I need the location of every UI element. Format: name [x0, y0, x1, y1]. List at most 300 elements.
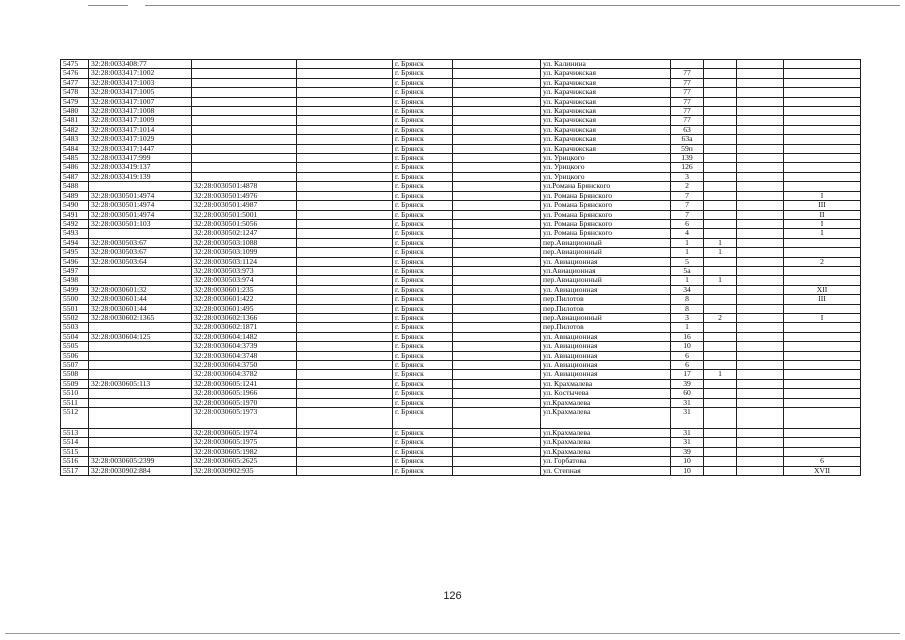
cell-building — [704, 135, 737, 144]
cell-extra-2 — [453, 361, 541, 370]
cell-parcel-number — [192, 163, 297, 172]
cell-cadastral-number: 32:28:0030501:103 — [89, 219, 192, 228]
cell-parcel-number: 32:28:0030601:422 — [192, 295, 297, 304]
cell-cadastral-number: 32:28:0033408:77 — [89, 60, 192, 69]
cell-apartment: III — [784, 295, 861, 304]
cell-house-number: 126 — [671, 163, 704, 172]
cell-apartment — [784, 379, 861, 388]
cell-row-number: 5504 — [61, 332, 89, 341]
cell-building: 2 — [704, 313, 737, 322]
cell-row-number: 5510 — [61, 389, 89, 398]
cell-row-number: 5485 — [61, 154, 89, 163]
cell-apartment — [784, 116, 861, 125]
cell-city: г. Брянск — [393, 116, 453, 125]
scan-bottom-rule — [5, 633, 900, 634]
table-row — [61, 351, 861, 360]
cell-extra-2 — [453, 466, 541, 475]
cell-house-number: 16 — [671, 332, 704, 341]
table-row — [61, 285, 861, 294]
cell-city: г. Брянск — [393, 466, 453, 475]
cell-letter — [737, 248, 784, 257]
cell-row-number: 5479 — [61, 97, 89, 106]
cell-extra — [297, 257, 393, 266]
cell-row-number: 5480 — [61, 107, 89, 116]
cell-parcel-number: 32:28:0030503:1088 — [192, 238, 297, 247]
cell-letter — [737, 88, 784, 97]
cell-apartment — [784, 304, 861, 313]
cell-house-number — [671, 60, 704, 69]
cell-letter — [737, 295, 784, 304]
cell-extra-2 — [453, 97, 541, 106]
cell-parcel-number: 32:28:0030602:1871 — [192, 323, 297, 332]
table-row — [61, 257, 861, 266]
cell-extra-2 — [453, 144, 541, 153]
cell-apartment — [784, 361, 861, 370]
table-row — [61, 107, 861, 116]
cell-cadastral-number — [89, 408, 192, 429]
cell-house-number: 8 — [671, 304, 704, 313]
table-row — [61, 466, 861, 475]
cell-cadastral-number — [89, 342, 192, 351]
cell-extra — [297, 88, 393, 97]
cell-parcel-number: 32:28:0030604:3748 — [192, 351, 297, 360]
cell-parcel-number: 32:28:0030501:4987 — [192, 201, 297, 210]
cell-city: г. Брянск — [393, 447, 453, 456]
cell-extra-2 — [453, 276, 541, 285]
table-row — [61, 266, 861, 275]
cell-extra-2 — [453, 351, 541, 360]
cell-extra — [297, 219, 393, 228]
cell-letter — [737, 351, 784, 360]
cell-letter — [737, 135, 784, 144]
cell-cadastral-number: 32:28:0033419:139 — [89, 172, 192, 181]
cell-apartment: I — [784, 191, 861, 200]
cell-city: г. Брянск — [393, 144, 453, 153]
cell-house-number: 60 — [671, 389, 704, 398]
cell-building: 1 — [704, 370, 737, 379]
cell-street: ул. Урицкого — [541, 163, 671, 172]
page-number: 126 — [443, 590, 462, 602]
cell-building: 1 — [704, 248, 737, 257]
cell-row-number: 5496 — [61, 257, 89, 266]
cell-parcel-number — [192, 88, 297, 97]
cell-extra — [297, 332, 393, 341]
cell-extra-2 — [453, 370, 541, 379]
table-row — [61, 438, 861, 447]
cell-street: ул. Романа Брянского — [541, 201, 671, 210]
cell-house-number: 7 — [671, 201, 704, 210]
cell-extra-2 — [453, 163, 541, 172]
cell-apartment — [784, 429, 861, 438]
cell-building — [704, 266, 737, 275]
cell-letter — [737, 144, 784, 153]
cell-extra-2 — [453, 107, 541, 116]
cell-building — [704, 257, 737, 266]
cell-row-number: 5498 — [61, 276, 89, 285]
cell-parcel-number: 32:28:0030605:1966 — [192, 389, 297, 398]
cell-building — [704, 285, 737, 294]
cell-extra-2 — [453, 219, 541, 228]
cell-row-number: 5482 — [61, 125, 89, 134]
cell-extra — [297, 154, 393, 163]
table-row — [61, 370, 861, 379]
cell-cadastral-number: 32:28:0030602:1365 — [89, 313, 192, 322]
cell-street: ул. Карачижская — [541, 144, 671, 153]
cell-cadastral-number — [89, 323, 192, 332]
cell-parcel-number — [192, 78, 297, 87]
cell-street: ул. Авиационная — [541, 351, 671, 360]
cell-building: 1 — [704, 276, 737, 285]
cell-cadastral-number: 32:28:0030601:32 — [89, 285, 192, 294]
cell-parcel-number: 32:28:0030604:3750 — [192, 361, 297, 370]
cell-row-number: 5511 — [61, 398, 89, 407]
cell-letter — [737, 332, 784, 341]
cell-row-number: 5509 — [61, 379, 89, 388]
cell-letter — [737, 78, 784, 87]
cell-city: г. Брянск — [393, 125, 453, 134]
cell-street: ул. Карачижская — [541, 88, 671, 97]
cell-letter — [737, 313, 784, 322]
cell-street: ул. Авиационная — [541, 332, 671, 341]
cell-extra — [297, 191, 393, 200]
cell-extra-2 — [453, 429, 541, 438]
cell-cadastral-number — [89, 447, 192, 456]
cell-row-number: 5489 — [61, 191, 89, 200]
table-row — [61, 125, 861, 134]
cell-letter — [737, 182, 784, 191]
cell-cadastral-number: 32:28:0030503:67 — [89, 248, 192, 257]
cell-row-number: 5507 — [61, 361, 89, 370]
cell-extra — [297, 379, 393, 388]
cell-letter — [737, 342, 784, 351]
cell-street: ул. Авиационная — [541, 370, 671, 379]
cell-extra-2 — [453, 201, 541, 210]
cell-house-number: 31 — [671, 438, 704, 447]
table-row — [61, 408, 861, 429]
cell-apartment: 6 — [784, 457, 861, 466]
cell-letter — [737, 266, 784, 275]
cell-letter — [737, 370, 784, 379]
cell-apartment — [784, 69, 861, 78]
cell-building — [704, 144, 737, 153]
cell-extra-2 — [453, 154, 541, 163]
cell-house-number: 6 — [671, 351, 704, 360]
cell-parcel-number: 32:28:0030502:1247 — [192, 229, 297, 238]
table-row — [61, 78, 861, 87]
cell-apartment: XII — [784, 285, 861, 294]
cell-building — [704, 379, 737, 388]
cell-city: г. Брянск — [393, 229, 453, 238]
cell-building — [704, 323, 737, 332]
cell-cadastral-number — [89, 266, 192, 275]
cell-extra-2 — [453, 125, 541, 134]
cell-row-number: 5494 — [61, 238, 89, 247]
cell-row-number: 5497 — [61, 266, 89, 275]
cell-street: ул. Карачижская — [541, 97, 671, 106]
cell-parcel-number — [192, 69, 297, 78]
cell-letter — [737, 438, 784, 447]
cell-extra — [297, 351, 393, 360]
cell-cadastral-number: 32:28:0033417:1003 — [89, 78, 192, 87]
cell-extra-2 — [453, 229, 541, 238]
cell-street: ул. Калинина — [541, 60, 671, 69]
cell-letter — [737, 191, 784, 200]
cell-cadastral-number: 32:28:0033417:1007 — [89, 97, 192, 106]
table-row — [61, 182, 861, 191]
scan-top-rule-long — [145, 5, 900, 6]
cell-house-number: 6 — [671, 361, 704, 370]
cell-extra-2 — [453, 389, 541, 398]
cell-building — [704, 78, 737, 87]
cell-city: г. Брянск — [393, 266, 453, 275]
cell-apartment — [784, 342, 861, 351]
cell-extra-2 — [453, 210, 541, 219]
cell-parcel-number: 32:28:0030501:4976 — [192, 191, 297, 200]
cell-letter — [737, 398, 784, 407]
cell-house-number: 31 — [671, 398, 704, 407]
cell-house-number: 63а — [671, 135, 704, 144]
cell-city: г. Брянск — [393, 60, 453, 69]
cell-parcel-number: 32:28:0030503:1099 — [192, 248, 297, 257]
cell-cadastral-number — [89, 389, 192, 398]
cell-building — [704, 97, 737, 106]
cell-house-number: 39 — [671, 379, 704, 388]
cell-cadastral-number: 32:28:0033417:1014 — [89, 125, 192, 134]
cell-parcel-number: 32:28:0030605:1974 — [192, 429, 297, 438]
cell-street: ул. Романа Брянского — [541, 219, 671, 228]
cell-city: г. Брянск — [393, 172, 453, 181]
cell-cadastral-number: 32:28:0033417:999 — [89, 154, 192, 163]
cell-apartment: I — [784, 219, 861, 228]
cell-extra — [297, 238, 393, 247]
cell-row-number: 5490 — [61, 201, 89, 210]
cell-house-number: 1 — [671, 238, 704, 247]
cell-row-number: 5502 — [61, 313, 89, 322]
cell-city: г. Брянск — [393, 69, 453, 78]
cell-apartment — [784, 163, 861, 172]
cell-street: ул. Карачижская — [541, 78, 671, 87]
cell-city: г. Брянск — [393, 182, 453, 191]
cell-street: ул. Карачижская — [541, 107, 671, 116]
cell-row-number: 5481 — [61, 116, 89, 125]
table-row — [61, 60, 861, 69]
cell-letter — [737, 60, 784, 69]
cell-extra-2 — [453, 295, 541, 304]
cell-row-number: 5483 — [61, 135, 89, 144]
cell-street: пер.Пилотов — [541, 323, 671, 332]
cell-letter — [737, 163, 784, 172]
cell-city: г. Брянск — [393, 370, 453, 379]
cell-apartment — [784, 135, 861, 144]
cell-city: г. Брянск — [393, 438, 453, 447]
cell-city: г. Брянск — [393, 78, 453, 87]
cell-house-number: 77 — [671, 97, 704, 106]
cell-city: г. Брянск — [393, 304, 453, 313]
cell-street: ул.Романа Брянского — [541, 182, 671, 191]
cell-row-number: 5486 — [61, 163, 89, 172]
table-row — [61, 429, 861, 438]
cell-house-number: 1 — [671, 248, 704, 257]
cell-house-number: 59п — [671, 144, 704, 153]
cell-parcel-number: 32:28:0030902:935 — [192, 466, 297, 475]
cell-extra — [297, 60, 393, 69]
cell-parcel-number: 32:28:0030501:5001 — [192, 210, 297, 219]
table-row — [61, 88, 861, 97]
cell-street: ул. Карачижская — [541, 69, 671, 78]
cell-extra-2 — [453, 266, 541, 275]
cell-street: ул. Авиационная — [541, 257, 671, 266]
cell-street: пер.Авиационный — [541, 276, 671, 285]
cell-building — [704, 107, 737, 116]
cell-extra — [297, 210, 393, 219]
cell-row-number: 5491 — [61, 210, 89, 219]
cell-extra-2 — [453, 313, 541, 322]
cell-cadastral-number: 32:28:0033417:1009 — [89, 116, 192, 125]
cell-street: пер.Пилотов — [541, 295, 671, 304]
cell-house-number: 77 — [671, 78, 704, 87]
table-row — [61, 191, 861, 200]
cell-cadastral-number — [89, 351, 192, 360]
cell-letter — [737, 304, 784, 313]
cell-extra — [297, 125, 393, 134]
cell-extra — [297, 97, 393, 106]
cell-apartment — [784, 107, 861, 116]
cell-letter — [737, 69, 784, 78]
cell-street: ул.Крахмалева — [541, 408, 671, 429]
cell-apartment: XVII — [784, 466, 861, 475]
cell-parcel-number: 32:28:0030604:3782 — [192, 370, 297, 379]
cell-street: ул. Авиационная — [541, 342, 671, 351]
cell-street: ул.Крахмалева — [541, 429, 671, 438]
cell-street: ул. Романа Брянского — [541, 210, 671, 219]
cell-row-number: 5477 — [61, 78, 89, 87]
cell-house-number: 2 — [671, 182, 704, 191]
cell-extra — [297, 135, 393, 144]
cell-extra-2 — [453, 60, 541, 69]
cell-parcel-number: 32:28:0030601:235 — [192, 285, 297, 294]
cell-city: г. Брянск — [393, 313, 453, 322]
cell-apartment — [784, 266, 861, 275]
cell-city: г. Брянск — [393, 323, 453, 332]
cell-city: г. Брянск — [393, 210, 453, 219]
cell-extra — [297, 361, 393, 370]
cell-extra-2 — [453, 78, 541, 87]
cell-house-number: 3 — [671, 172, 704, 181]
cell-city: г. Брянск — [393, 163, 453, 172]
cell-row-number: 5495 — [61, 248, 89, 257]
cell-parcel-number — [192, 135, 297, 144]
cell-parcel-number: 32:28:0030605:2625 — [192, 457, 297, 466]
cell-extra — [297, 408, 393, 429]
cell-city: г. Брянск — [393, 107, 453, 116]
cell-apartment — [784, 408, 861, 429]
cell-street: ул. Романа Брянского — [541, 229, 671, 238]
table-row — [61, 97, 861, 106]
cell-extra-2 — [453, 69, 541, 78]
cell-cadastral-number: 32:28:0033417:1029 — [89, 135, 192, 144]
cell-house-number: 4 — [671, 229, 704, 238]
cell-city: г. Брянск — [393, 429, 453, 438]
cell-letter — [737, 361, 784, 370]
cell-street: ул.Крахмалева — [541, 398, 671, 407]
cell-row-number: 5499 — [61, 285, 89, 294]
cell-street: ул.Крахмалева — [541, 438, 671, 447]
cell-extra — [297, 398, 393, 407]
cell-street: пер.Авиационный — [541, 238, 671, 247]
cell-house-number: 77 — [671, 69, 704, 78]
cell-house-number: 139 — [671, 154, 704, 163]
cell-extra — [297, 323, 393, 332]
cell-house-number: 3 — [671, 313, 704, 322]
table-row — [61, 238, 861, 247]
cell-building — [704, 125, 737, 134]
cell-apartment: I — [784, 313, 861, 322]
cell-extra — [297, 438, 393, 447]
cell-row-number: 5492 — [61, 219, 89, 228]
register-table — [60, 59, 861, 476]
cell-building — [704, 116, 737, 125]
cell-building — [704, 154, 737, 163]
table-row — [61, 332, 861, 341]
cell-city: г. Брянск — [393, 154, 453, 163]
cell-building — [704, 163, 737, 172]
cell-cadastral-number: 32:28:0030501:4974 — [89, 201, 192, 210]
cell-street: ул.Авиационная — [541, 266, 671, 275]
cell-cadastral-number — [89, 361, 192, 370]
cell-cadastral-number: 32:28:0033417:1005 — [89, 88, 192, 97]
cell-row-number: 5476 — [61, 69, 89, 78]
cell-extra-2 — [453, 379, 541, 388]
cell-street: ул. Крахмалева — [541, 379, 671, 388]
cell-cadastral-number — [89, 276, 192, 285]
cell-letter — [737, 116, 784, 125]
cell-parcel-number — [192, 172, 297, 181]
cell-street: ул. Авиационная — [541, 285, 671, 294]
cell-building — [704, 60, 737, 69]
table-row — [61, 219, 861, 228]
cell-street: ул. Карачижская — [541, 116, 671, 125]
table-row — [61, 457, 861, 466]
cell-building — [704, 429, 737, 438]
cell-row-number: 5515 — [61, 447, 89, 456]
cell-building — [704, 342, 737, 351]
cell-parcel-number — [192, 125, 297, 134]
cell-apartment — [784, 323, 861, 332]
cell-apartment — [784, 125, 861, 134]
cell-house-number: 39 — [671, 447, 704, 456]
cell-letter — [737, 429, 784, 438]
cell-extra — [297, 172, 393, 181]
cell-apartment — [784, 238, 861, 247]
cell-cadastral-number — [89, 229, 192, 238]
cell-house-number: 77 — [671, 107, 704, 116]
cell-extra — [297, 107, 393, 116]
cell-city: г. Брянск — [393, 342, 453, 351]
table-row — [61, 172, 861, 181]
cell-extra — [297, 276, 393, 285]
cell-extra — [297, 285, 393, 294]
cell-cadastral-number: 32:28:0030604:125 — [89, 332, 192, 341]
cell-letter — [737, 457, 784, 466]
cell-row-number: 5487 — [61, 172, 89, 181]
cell-row-number: 5514 — [61, 438, 89, 447]
cell-extra-2 — [453, 285, 541, 294]
cell-extra-2 — [453, 88, 541, 97]
cell-extra-2 — [453, 398, 541, 407]
cell-apartment — [784, 78, 861, 87]
cell-row-number: 5506 — [61, 351, 89, 360]
cell-apartment — [784, 438, 861, 447]
